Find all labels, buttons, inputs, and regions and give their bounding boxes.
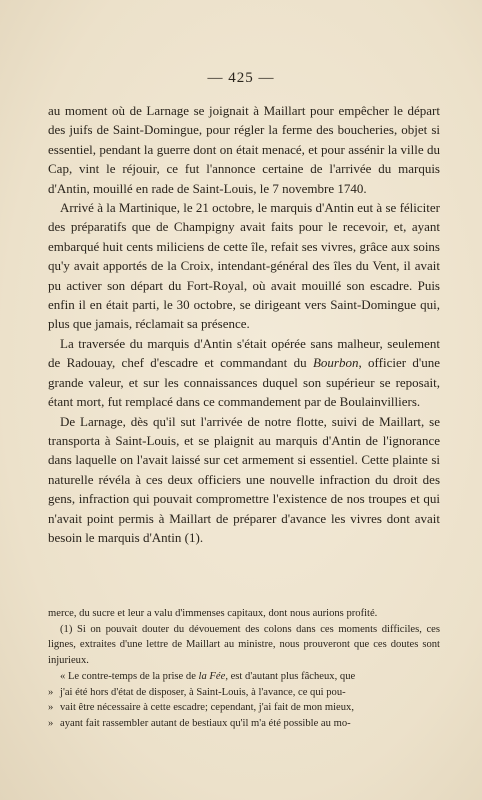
footnote-1: (1) Si on pouvait douter du dévouement des colons dans ces moments difficiles, ces lignes, extraites d'une lettre de Maillart au ministre, nous prouveront que ces doutes sont injurieux.: [48, 623, 440, 667]
quote-line-text: ayant fait rassembler autant de bestiaux qu'il m'a été possible au mo-: [60, 717, 351, 729]
footnotes: [48, 606, 440, 732]
ship-name: la Fée: [198, 670, 226, 682]
paragraph: De Larnage, dès qu'il sut l'arrivée de notre flotte, suivi de Maillart, se transporta à Saint-Louis, et se plaignit au marquis d'Antin de l'ignorance dans laquelle on l'avait laissé sur cet armement si essentiel. Cette plainte si naturelle révéla à ces deux officiers une nouvelle infraction du droit des gens, infraction qui pouvait compromettre l'existence de nos troupes et qui n'avait point permis à Maillart de préparer d'avance les vivres dont avait besoin le marquis d'Antin (1).: [48, 413, 440, 545]
quote-text: , est d'autant plus fâcheux, que: [225, 670, 356, 682]
paragraph-text: , officier d'une grande valeur, et sur les connaissances duquel son supérieur se reposait, étant mort, fut remplacé dans ce commandement par de Boulainvilliers.: [48, 355, 441, 410]
paragraph: au moment où de Larnage se joignait à Maillart pour empêcher le départ des juifs de Saint-Domingue, pour régler la ferme des boucheries, objet si essentiel, pendant la guerre dont on était menacé, et pour assénir la ville du Cap, vint le réjouir, ce fut l'annonce certaine de l'arrivée du marquis d'Antin, mouillé en rade de Saint-Louis, le 7 novembre 1740.: [48, 103, 440, 196]
page-number: — 425 —: [207, 70, 275, 86]
footnote-quote: [48, 669, 440, 685]
paragraph: Arrivé à la Martinique, le 21 octobre, le marquis d'Antin eut à se féliciter des préparatifs que de Champigny avait faits pour le recevoir, et, ayant embarqué huit cents miliciens de cette île, refait ses vivres, grâce aux soins qu'y avait apportés de la Croix, intendant-général des îles du Vent, il avait pu activer son départ du Fort-Royal, où avait mouillé son escadre. Puis enfin il en était parti, le 30 octobre, se dirigeant vers Saint-Domingue qui, plus que jamais, réclamait sa présence.: [48, 200, 440, 332]
quote-mark: »: [48, 702, 54, 714]
quote-line-text: vait être nécessaire à cette escadre; cependant, j'ai fait de mon mieux,: [60, 702, 354, 714]
footnote-continuation: merce, du sucre et leur a valu d'immenses capitaux, dont nous aurions profité.: [48, 608, 378, 619]
ship-name: Bourbon: [312, 355, 359, 371]
quote-line: [48, 716, 440, 732]
quote-mark: »: [48, 717, 54, 729]
quote-line-text: j'ai été hors d'état de disposer, à Saint-Louis, à l'avance, ce qui pou-: [60, 686, 346, 698]
quote-text: « Le contre-temps de la prise de: [60, 670, 199, 682]
paragraph-text: La traversée du marquis d'Antin s'était opérée sans malheur, seulement de Radouay, chef d'escadre et commandant du: [48, 335, 440, 371]
quote-line: [48, 685, 440, 701]
main-text: [48, 101, 440, 547]
quote-mark: »: [48, 686, 54, 698]
quote-line: [48, 700, 440, 716]
paragraph: [48, 334, 440, 412]
